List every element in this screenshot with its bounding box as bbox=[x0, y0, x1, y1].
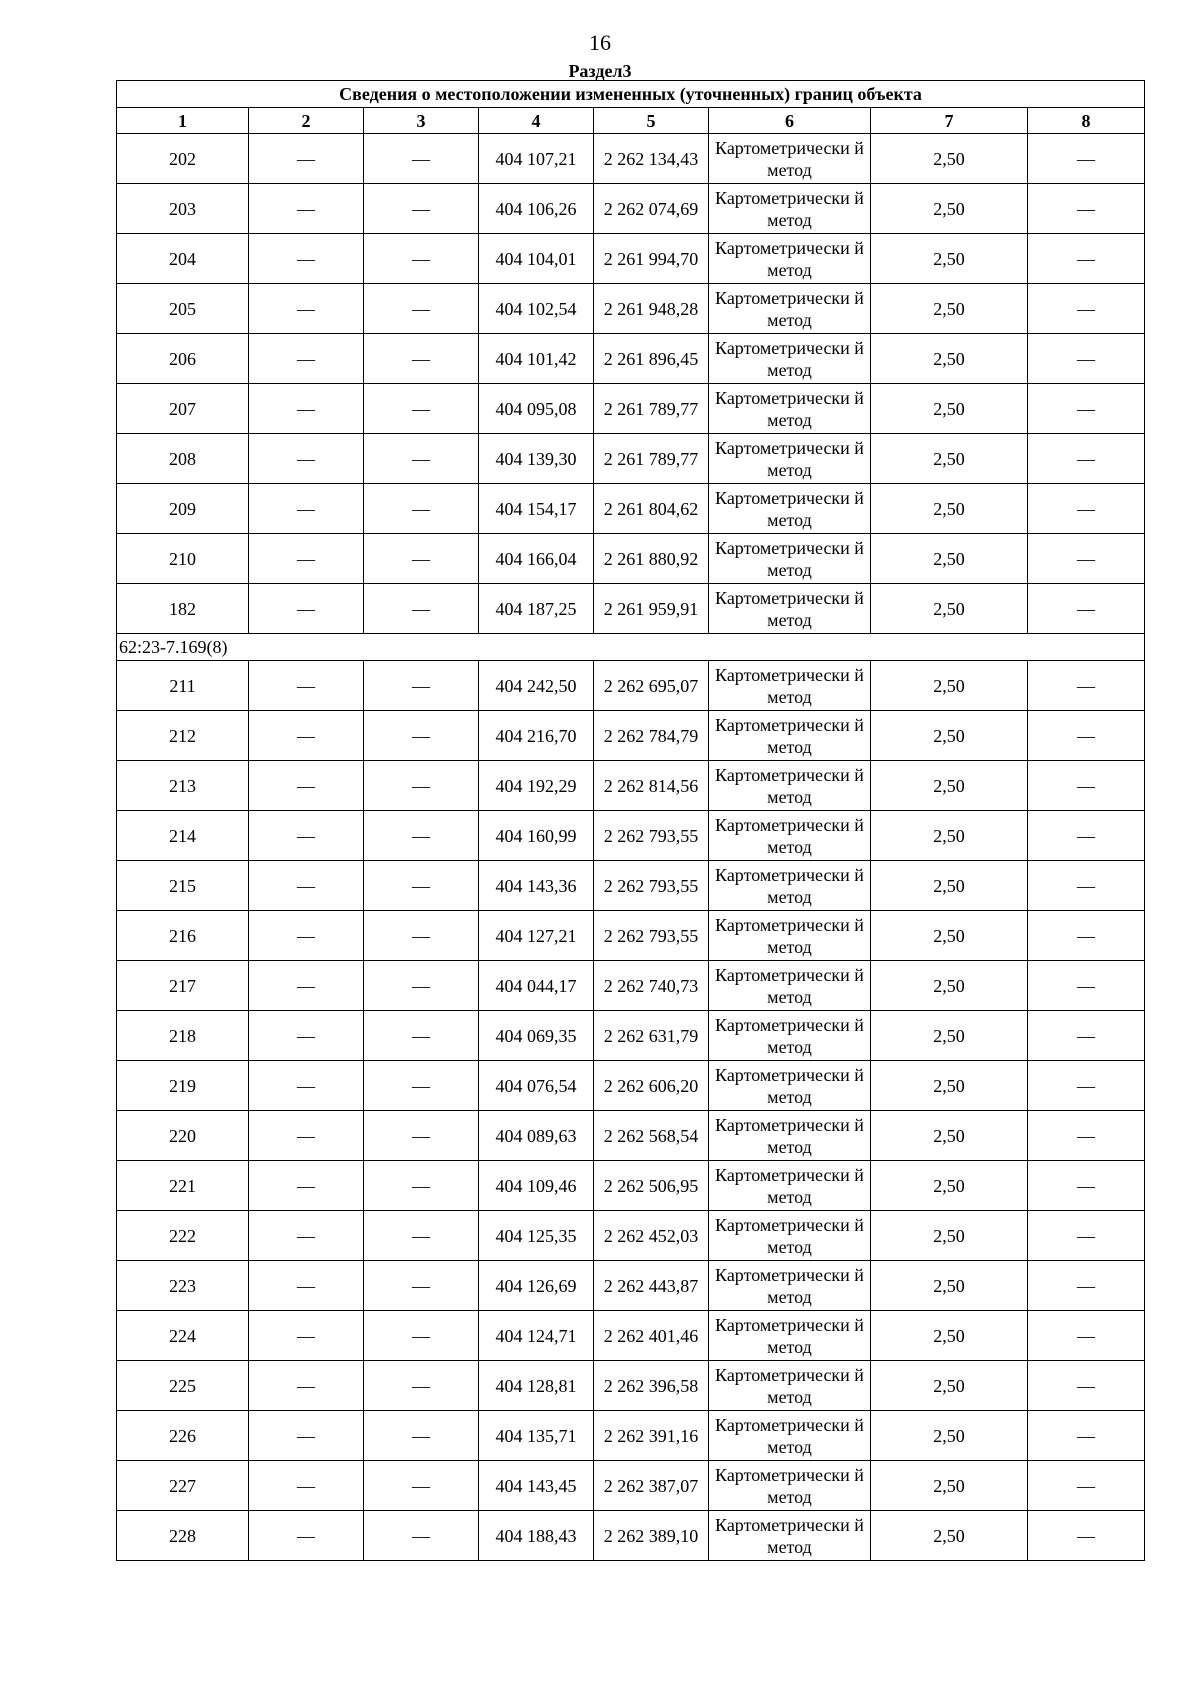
column-number-row bbox=[117, 108, 1145, 134]
x-coordinate-cell: 404 139,30 bbox=[479, 434, 594, 484]
empty-dash-cell: — bbox=[364, 434, 479, 484]
x-coordinate-cell: 404 143,36 bbox=[479, 861, 594, 911]
x-coordinate-cell: 404 216,70 bbox=[479, 711, 594, 761]
x-coordinate-cell: 404 095,08 bbox=[479, 384, 594, 434]
table-row bbox=[117, 184, 1145, 234]
column-number: 6 bbox=[709, 108, 871, 134]
y-coordinate-cell: 2 262 631,79 bbox=[594, 1011, 709, 1061]
point-number-cell: 210 bbox=[117, 534, 249, 584]
point-number-cell: 217 bbox=[117, 961, 249, 1011]
method-cell: Картометрически й метод bbox=[709, 1411, 871, 1461]
method-cell: Картометрически й метод bbox=[709, 284, 871, 334]
point-number-cell: 227 bbox=[117, 1461, 249, 1511]
table-row bbox=[117, 534, 1145, 584]
table-row bbox=[117, 484, 1145, 534]
empty-dash-cell: — bbox=[249, 1211, 364, 1261]
empty-dash-cell: — bbox=[1028, 761, 1145, 811]
empty-dash-cell: — bbox=[364, 484, 479, 534]
point-number-cell: 219 bbox=[117, 1061, 249, 1111]
empty-dash-cell: — bbox=[1028, 811, 1145, 861]
empty-dash-cell: — bbox=[1028, 484, 1145, 534]
point-number-cell: 204 bbox=[117, 234, 249, 284]
point-number-cell: 213 bbox=[117, 761, 249, 811]
method-cell: Картометрически й метод bbox=[709, 1261, 871, 1311]
table-row bbox=[117, 1261, 1145, 1311]
page-number: 16 bbox=[589, 30, 611, 55]
method-cell: Картометрически й метод bbox=[709, 961, 871, 1011]
method-cell: Картометрически й метод bbox=[709, 1011, 871, 1061]
table-row bbox=[117, 911, 1145, 961]
method-cell: Картометрически й метод bbox=[709, 1361, 871, 1411]
empty-dash-cell: — bbox=[364, 1261, 479, 1311]
point-number-cell: 225 bbox=[117, 1361, 249, 1411]
x-coordinate-cell: 404 128,81 bbox=[479, 1361, 594, 1411]
y-coordinate-cell: 2 262 074,69 bbox=[594, 184, 709, 234]
x-coordinate-cell: 404 127,21 bbox=[479, 911, 594, 961]
x-coordinate-cell: 404 106,26 bbox=[479, 184, 594, 234]
accuracy-cell: 2,50 bbox=[871, 811, 1028, 861]
table-row bbox=[117, 1311, 1145, 1361]
accuracy-cell: 2,50 bbox=[871, 384, 1028, 434]
y-coordinate-cell: 2 261 789,77 bbox=[594, 434, 709, 484]
accuracy-cell: 2,50 bbox=[871, 184, 1028, 234]
accuracy-cell: 2,50 bbox=[871, 1011, 1028, 1061]
accuracy-cell: 2,50 bbox=[871, 911, 1028, 961]
accuracy-cell: 2,50 bbox=[871, 284, 1028, 334]
empty-dash-cell: — bbox=[1028, 1261, 1145, 1311]
point-number-cell: 203 bbox=[117, 184, 249, 234]
method-cell: Картометрически й метод bbox=[709, 134, 871, 184]
empty-dash-cell: — bbox=[249, 284, 364, 334]
table-row bbox=[117, 584, 1145, 634]
y-coordinate-cell: 2 262 387,07 bbox=[594, 1461, 709, 1511]
empty-dash-cell: — bbox=[364, 1211, 479, 1261]
column-number: 1 bbox=[117, 108, 249, 134]
y-coordinate-cell: 2 262 389,10 bbox=[594, 1511, 709, 1561]
point-number-cell: 182 bbox=[117, 584, 249, 634]
y-coordinate-cell: 2 262 452,03 bbox=[594, 1211, 709, 1261]
x-coordinate-cell: 404 192,29 bbox=[479, 761, 594, 811]
x-coordinate-cell: 404 089,63 bbox=[479, 1111, 594, 1161]
empty-dash-cell: — bbox=[249, 334, 364, 384]
empty-dash-cell: — bbox=[249, 1461, 364, 1511]
point-number-cell: 223 bbox=[117, 1261, 249, 1311]
point-number-cell: 215 bbox=[117, 861, 249, 911]
accuracy-cell: 2,50 bbox=[871, 234, 1028, 284]
empty-dash-cell: — bbox=[364, 184, 479, 234]
empty-dash-cell: — bbox=[1028, 1461, 1145, 1511]
table-row bbox=[117, 961, 1145, 1011]
table-row bbox=[117, 1411, 1145, 1461]
point-number-cell: 222 bbox=[117, 1211, 249, 1261]
empty-dash-cell: — bbox=[364, 911, 479, 961]
column-number: 8 bbox=[1028, 108, 1145, 134]
empty-dash-cell: — bbox=[1028, 1061, 1145, 1111]
x-coordinate-cell: 404 109,46 bbox=[479, 1161, 594, 1211]
column-number: 5 bbox=[594, 108, 709, 134]
point-number-cell: 224 bbox=[117, 1311, 249, 1361]
empty-dash-cell: — bbox=[249, 234, 364, 284]
empty-dash-cell: — bbox=[249, 661, 364, 711]
empty-dash-cell: — bbox=[1028, 711, 1145, 761]
x-coordinate-cell: 404 125,35 bbox=[479, 1211, 594, 1261]
cadastral-group-label: 62:23-7.169(8) bbox=[117, 634, 1145, 661]
empty-dash-cell: — bbox=[249, 1361, 364, 1411]
empty-dash-cell: — bbox=[249, 384, 364, 434]
empty-dash-cell: — bbox=[249, 811, 364, 861]
column-number: 3 bbox=[364, 108, 479, 134]
table-row bbox=[117, 1161, 1145, 1211]
y-coordinate-cell: 2 261 994,70 bbox=[594, 234, 709, 284]
empty-dash-cell: — bbox=[1028, 961, 1145, 1011]
table-row bbox=[117, 1361, 1145, 1411]
accuracy-cell: 2,50 bbox=[871, 661, 1028, 711]
method-cell: Картометрически й метод bbox=[709, 484, 871, 534]
section-title: Раздел3 bbox=[568, 61, 632, 81]
y-coordinate-cell: 2 262 793,55 bbox=[594, 861, 709, 911]
empty-dash-cell: — bbox=[249, 1311, 364, 1361]
empty-dash-cell: — bbox=[249, 434, 364, 484]
method-cell: Картометрически й метод bbox=[709, 534, 871, 584]
empty-dash-cell: — bbox=[364, 661, 479, 711]
table-row bbox=[117, 434, 1145, 484]
empty-dash-cell: — bbox=[249, 1511, 364, 1561]
y-coordinate-cell: 2 262 793,55 bbox=[594, 911, 709, 961]
x-coordinate-cell: 404 126,69 bbox=[479, 1261, 594, 1311]
accuracy-cell: 2,50 bbox=[871, 711, 1028, 761]
method-cell: Картометрически й метод bbox=[709, 384, 871, 434]
accuracy-cell: 2,50 bbox=[871, 1511, 1028, 1561]
accuracy-cell: 2,50 bbox=[871, 584, 1028, 634]
table-row bbox=[117, 1061, 1145, 1111]
x-coordinate-cell: 404 166,04 bbox=[479, 534, 594, 584]
empty-dash-cell: — bbox=[1028, 861, 1145, 911]
x-coordinate-cell: 404 107,21 bbox=[479, 134, 594, 184]
empty-dash-cell: — bbox=[1028, 584, 1145, 634]
empty-dash-cell: — bbox=[1028, 234, 1145, 284]
empty-dash-cell: — bbox=[1028, 384, 1145, 434]
column-number: 2 bbox=[249, 108, 364, 134]
method-cell: Картометрически й метод bbox=[709, 334, 871, 384]
accuracy-cell: 2,50 bbox=[871, 1211, 1028, 1261]
method-cell: Картометрически й метод bbox=[709, 811, 871, 861]
x-coordinate-cell: 404 187,25 bbox=[479, 584, 594, 634]
method-cell: Картометрически й метод bbox=[709, 711, 871, 761]
empty-dash-cell: — bbox=[364, 1361, 479, 1411]
empty-dash-cell: — bbox=[364, 1111, 479, 1161]
method-cell: Картометрически й метод bbox=[709, 184, 871, 234]
point-number-cell: 214 bbox=[117, 811, 249, 861]
point-number-cell: 205 bbox=[117, 284, 249, 334]
y-coordinate-cell: 2 261 896,45 bbox=[594, 334, 709, 384]
empty-dash-cell: — bbox=[249, 761, 364, 811]
y-coordinate-cell: 2 262 568,54 bbox=[594, 1111, 709, 1161]
empty-dash-cell: — bbox=[249, 534, 364, 584]
empty-dash-cell: — bbox=[1028, 534, 1145, 584]
y-coordinate-cell: 2 262 506,95 bbox=[594, 1161, 709, 1211]
table-row bbox=[117, 861, 1145, 911]
method-cell: Картометрически й метод bbox=[709, 1461, 871, 1511]
y-coordinate-cell: 2 261 880,92 bbox=[594, 534, 709, 584]
accuracy-cell: 2,50 bbox=[871, 534, 1028, 584]
empty-dash-cell: — bbox=[1028, 1311, 1145, 1361]
y-coordinate-cell: 2 262 606,20 bbox=[594, 1061, 709, 1111]
y-coordinate-cell: 2 262 443,87 bbox=[594, 1261, 709, 1311]
method-cell: Картометрически й метод bbox=[709, 1161, 871, 1211]
empty-dash-cell: — bbox=[364, 811, 479, 861]
empty-dash-cell: — bbox=[1028, 1411, 1145, 1461]
x-coordinate-cell: 404 135,71 bbox=[479, 1411, 594, 1461]
empty-dash-cell: — bbox=[1028, 134, 1145, 184]
point-number-cell: 226 bbox=[117, 1411, 249, 1461]
x-coordinate-cell: 404 044,17 bbox=[479, 961, 594, 1011]
point-number-cell: 206 bbox=[117, 334, 249, 384]
x-coordinate-cell: 404 069,35 bbox=[479, 1011, 594, 1061]
point-number-cell: 211 bbox=[117, 661, 249, 711]
method-cell: Картометрически й метод bbox=[709, 761, 871, 811]
table-row bbox=[117, 811, 1145, 861]
table-caption-row bbox=[117, 81, 1145, 108]
point-number-cell: 209 bbox=[117, 484, 249, 534]
empty-dash-cell: — bbox=[364, 761, 479, 811]
point-number-cell: 218 bbox=[117, 1011, 249, 1061]
table-row bbox=[117, 661, 1145, 711]
method-cell: Картометрически й метод bbox=[709, 584, 871, 634]
y-coordinate-cell: 2 261 959,91 bbox=[594, 584, 709, 634]
y-coordinate-cell: 2 262 793,55 bbox=[594, 811, 709, 861]
empty-dash-cell: — bbox=[249, 1161, 364, 1211]
y-coordinate-cell: 2 262 391,16 bbox=[594, 1411, 709, 1461]
table-caption: Сведения о местоположении измененных (уточненных) границ объекта bbox=[117, 81, 1145, 108]
empty-dash-cell: — bbox=[364, 1511, 479, 1561]
accuracy-cell: 2,50 bbox=[871, 484, 1028, 534]
empty-dash-cell: — bbox=[1028, 1011, 1145, 1061]
empty-dash-cell: — bbox=[364, 584, 479, 634]
point-number-cell: 207 bbox=[117, 384, 249, 434]
y-coordinate-cell: 2 261 789,77 bbox=[594, 384, 709, 434]
empty-dash-cell: — bbox=[364, 334, 479, 384]
empty-dash-cell: — bbox=[249, 711, 364, 761]
method-cell: Картометрически й метод bbox=[709, 911, 871, 961]
empty-dash-cell: — bbox=[364, 1311, 479, 1361]
method-cell: Картометрически й метод bbox=[709, 1311, 871, 1361]
empty-dash-cell: — bbox=[364, 234, 479, 284]
table-row bbox=[117, 384, 1145, 434]
method-cell: Картометрически й метод bbox=[709, 1061, 871, 1111]
accuracy-cell: 2,50 bbox=[871, 1061, 1028, 1111]
accuracy-cell: 2,50 bbox=[871, 1361, 1028, 1411]
y-coordinate-cell: 2 262 134,43 bbox=[594, 134, 709, 184]
point-number-cell: 208 bbox=[117, 434, 249, 484]
empty-dash-cell: — bbox=[1028, 1211, 1145, 1261]
method-cell: Картометрически й метод bbox=[709, 1111, 871, 1161]
table-row bbox=[117, 1211, 1145, 1261]
empty-dash-cell: — bbox=[1028, 1161, 1145, 1211]
table-row bbox=[117, 1461, 1145, 1511]
accuracy-cell: 2,50 bbox=[871, 1261, 1028, 1311]
method-cell: Картометрически й метод bbox=[709, 1211, 871, 1261]
empty-dash-cell: — bbox=[1028, 1511, 1145, 1561]
table-row bbox=[117, 1511, 1145, 1561]
empty-dash-cell: — bbox=[364, 384, 479, 434]
accuracy-cell: 2,50 bbox=[871, 1461, 1028, 1511]
empty-dash-cell: — bbox=[1028, 911, 1145, 961]
empty-dash-cell: — bbox=[364, 284, 479, 334]
table-row bbox=[117, 334, 1145, 384]
empty-dash-cell: — bbox=[364, 711, 479, 761]
table-body bbox=[117, 134, 1145, 1561]
point-number-cell: 202 bbox=[117, 134, 249, 184]
y-coordinate-cell: 2 262 814,56 bbox=[594, 761, 709, 811]
empty-dash-cell: — bbox=[1028, 284, 1145, 334]
x-coordinate-cell: 404 102,54 bbox=[479, 284, 594, 334]
empty-dash-cell: — bbox=[249, 861, 364, 911]
x-coordinate-cell: 404 076,54 bbox=[479, 1061, 594, 1111]
empty-dash-cell: — bbox=[249, 1411, 364, 1461]
point-number-cell: 228 bbox=[117, 1511, 249, 1561]
empty-dash-cell: — bbox=[249, 484, 364, 534]
table-row bbox=[117, 1111, 1145, 1161]
empty-dash-cell: — bbox=[364, 1411, 479, 1461]
empty-dash-cell: — bbox=[364, 1461, 479, 1511]
empty-dash-cell: — bbox=[249, 134, 364, 184]
empty-dash-cell: — bbox=[364, 1161, 479, 1211]
method-cell: Картометрически й метод bbox=[709, 1511, 871, 1561]
boundary-coordinates-table bbox=[116, 80, 1145, 1561]
accuracy-cell: 2,50 bbox=[871, 861, 1028, 911]
y-coordinate-cell: 2 262 740,73 bbox=[594, 961, 709, 1011]
column-number: 4 bbox=[479, 108, 594, 134]
empty-dash-cell: — bbox=[249, 584, 364, 634]
x-coordinate-cell: 404 188,43 bbox=[479, 1511, 594, 1561]
column-number: 7 bbox=[871, 108, 1028, 134]
x-coordinate-cell: 404 124,71 bbox=[479, 1311, 594, 1361]
empty-dash-cell: — bbox=[249, 961, 364, 1011]
empty-dash-cell: — bbox=[1028, 334, 1145, 384]
accuracy-cell: 2,50 bbox=[871, 1161, 1028, 1211]
y-coordinate-cell: 2 262 784,79 bbox=[594, 711, 709, 761]
method-cell: Картометрически й метод bbox=[709, 434, 871, 484]
y-coordinate-cell: 2 262 695,07 bbox=[594, 661, 709, 711]
table-row bbox=[117, 134, 1145, 184]
accuracy-cell: 2,50 bbox=[871, 761, 1028, 811]
x-coordinate-cell: 404 101,42 bbox=[479, 334, 594, 384]
y-coordinate-cell: 2 262 401,46 bbox=[594, 1311, 709, 1361]
point-number-cell: 220 bbox=[117, 1111, 249, 1161]
point-number-cell: 216 bbox=[117, 911, 249, 961]
empty-dash-cell: — bbox=[1028, 1111, 1145, 1161]
accuracy-cell: 2,50 bbox=[871, 334, 1028, 384]
accuracy-cell: 2,50 bbox=[871, 1111, 1028, 1161]
empty-dash-cell: — bbox=[1028, 661, 1145, 711]
point-number-cell: 221 bbox=[117, 1161, 249, 1211]
table-row bbox=[117, 284, 1145, 334]
table-row bbox=[117, 761, 1145, 811]
empty-dash-cell: — bbox=[364, 861, 479, 911]
table-row bbox=[117, 1011, 1145, 1061]
table-row bbox=[117, 711, 1145, 761]
empty-dash-cell: — bbox=[364, 534, 479, 584]
point-number-cell: 212 bbox=[117, 711, 249, 761]
y-coordinate-cell: 2 261 948,28 bbox=[594, 284, 709, 334]
empty-dash-cell: — bbox=[364, 1011, 479, 1061]
empty-dash-cell: — bbox=[1028, 434, 1145, 484]
x-coordinate-cell: 404 104,01 bbox=[479, 234, 594, 284]
method-cell: Картометрически й метод bbox=[709, 661, 871, 711]
empty-dash-cell: — bbox=[249, 1011, 364, 1061]
x-coordinate-cell: 404 154,17 bbox=[479, 484, 594, 534]
x-coordinate-cell: 404 143,45 bbox=[479, 1461, 594, 1511]
accuracy-cell: 2,50 bbox=[871, 434, 1028, 484]
x-coordinate-cell: 404 160,99 bbox=[479, 811, 594, 861]
empty-dash-cell: — bbox=[249, 1261, 364, 1311]
group-header-row bbox=[117, 634, 1145, 661]
empty-dash-cell: — bbox=[249, 1061, 364, 1111]
y-coordinate-cell: 2 261 804,62 bbox=[594, 484, 709, 534]
empty-dash-cell: — bbox=[249, 911, 364, 961]
table-row bbox=[117, 234, 1145, 284]
accuracy-cell: 2,50 bbox=[871, 1311, 1028, 1361]
x-coordinate-cell: 404 242,50 bbox=[479, 661, 594, 711]
empty-dash-cell: — bbox=[249, 1111, 364, 1161]
method-cell: Картометрически й метод bbox=[709, 861, 871, 911]
method-cell: Картометрически й метод bbox=[709, 234, 871, 284]
empty-dash-cell: — bbox=[364, 961, 479, 1011]
empty-dash-cell: — bbox=[364, 1061, 479, 1111]
y-coordinate-cell: 2 262 396,58 bbox=[594, 1361, 709, 1411]
empty-dash-cell: — bbox=[249, 184, 364, 234]
accuracy-cell: 2,50 bbox=[871, 134, 1028, 184]
accuracy-cell: 2,50 bbox=[871, 1411, 1028, 1461]
empty-dash-cell: — bbox=[364, 134, 479, 184]
empty-dash-cell: — bbox=[1028, 184, 1145, 234]
accuracy-cell: 2,50 bbox=[871, 961, 1028, 1011]
empty-dash-cell: — bbox=[1028, 1361, 1145, 1411]
